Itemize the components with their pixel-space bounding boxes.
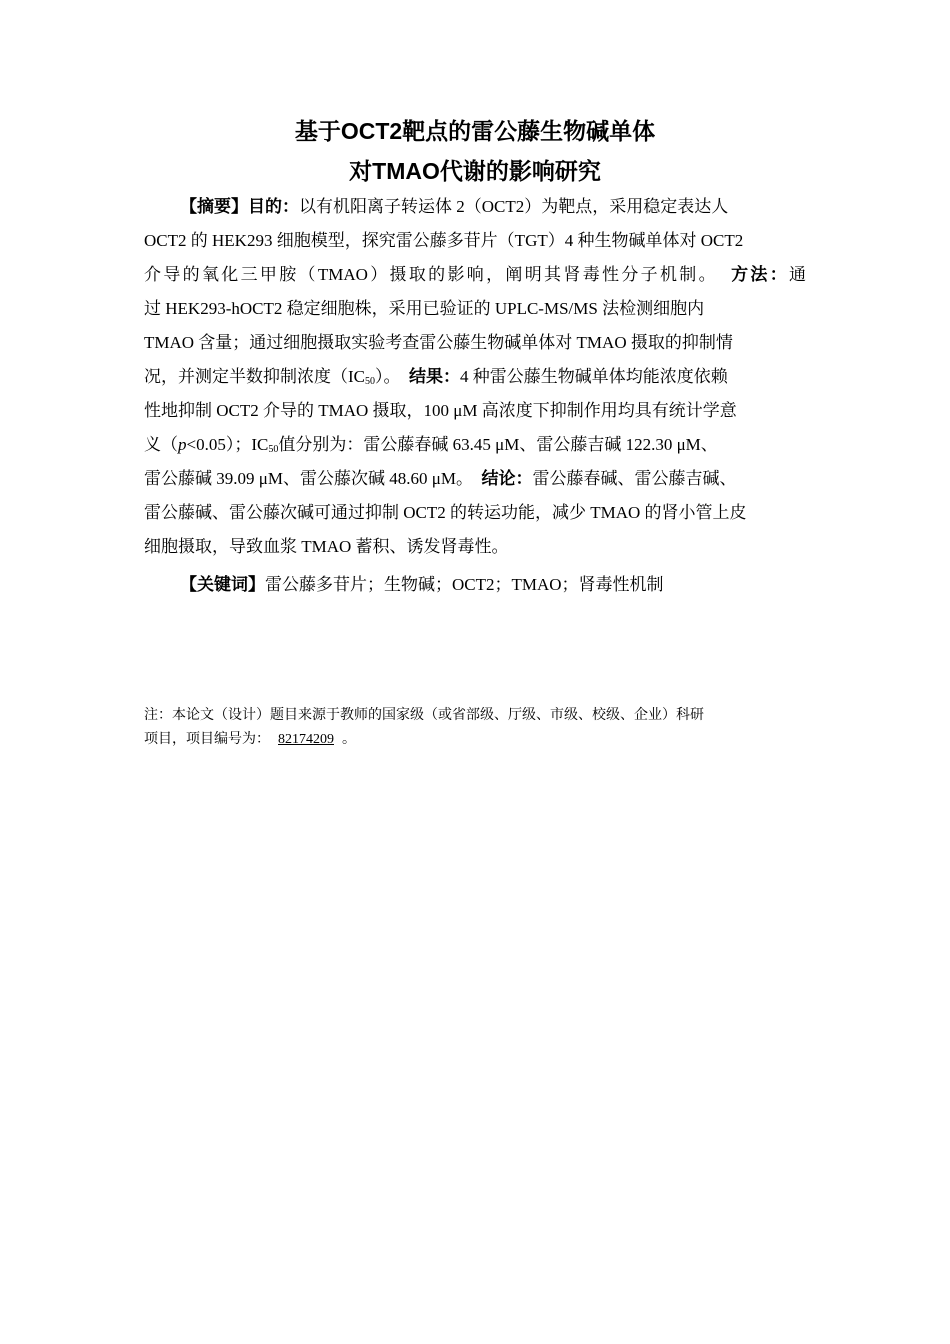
keywords-line (180, 568, 664, 602)
abstract-line: 细胞摄取，导致血浆 TMAO 蓄积、诱发肾毒性。 (144, 537, 509, 556)
abstract-text: <0.05）；IC (186, 435, 269, 454)
abstract-text: 况，并测定半数抑制浓度（IC (144, 367, 365, 386)
abstract-line (144, 462, 806, 496)
abstract-line: TMAO 含量；通过细胞摄取实验考查雷公藤生物碱单体对 TMAO 摄取的抑制情 (144, 333, 733, 352)
footnote (144, 704, 806, 752)
abstract-text: 雷公藤碱 39.09 μM、雷公藤次碱 48.60 μM。 (144, 469, 473, 488)
conclusion-label: 结论： (481, 469, 533, 488)
abstract-text: 义（ (144, 435, 178, 454)
abstract-line (144, 360, 806, 394)
paper-title-line-1: 基于OCT2靶点的雷公藤生物碱单体 (294, 118, 656, 144)
purpose-label: 目的： (248, 197, 299, 216)
abstract-text: 值分别为：雷公藤春碱 63.45 μM、雷公藤吉碱 122.30 μM、 (278, 435, 718, 454)
abstract-line: 性地抑制 OCT2 介导的 TMAO 摄取，100 μM 高浓度下抑制作用均具有统计学意 (144, 401, 737, 420)
project-number: 82174209 (278, 732, 334, 747)
abstract-text: 以有机阳离子转运体 2（OCT2）为靶点，采用稳定表达人 (299, 197, 729, 216)
method-label: 方法： (731, 265, 790, 284)
ic50-subscript: 50 (365, 376, 375, 387)
keywords-label: 【关键词】 (180, 575, 265, 594)
abstract-label: 【摘要】 (180, 197, 248, 216)
abstract-text: 雷公藤春碱、雷公藤吉碱、 (532, 469, 737, 488)
abstract-section (144, 190, 806, 564)
abstract-text: 4 种雷公藤生物碱单体均能浓度依赖 (460, 367, 728, 386)
abstract-line: 过 HEK293-hOCT2 稳定细胞株，采用已验证的 UPLC-MS/MS 法检测细胞内 (144, 299, 705, 318)
p-value-symbol: p (178, 435, 187, 454)
abstract-text: 通 (789, 265, 807, 284)
footnote-line: 注：本论文（设计）题目来源于教师的国家级（或省部级、厅级、市级、校级、企业）科研 (144, 708, 704, 723)
footnote-text: 项目，项目编号为： (144, 732, 270, 747)
abstract-line (144, 258, 806, 292)
ic50-subscript: 50 (268, 444, 279, 455)
abstract-line (144, 190, 806, 224)
paper-title-line-2: 对TMAO代谢的影响研究 (349, 158, 601, 184)
abstract-line: 雷公藤碱、雷公藤次碱可通过抑制 OCT2 的转运功能，减少 TMAO 的肾小管上皮 (144, 503, 747, 522)
abstract-line: OCT2 的 HEK293 细胞模型，探究雷公藤多苷片（TGT）4 种生物碱单体对 OCT2 (144, 231, 744, 250)
abstract-text: 介导的氧化三甲胺（TMAO）摄取的影响，阐明其肾毒性分子机制。 (144, 265, 718, 284)
abstract-line (144, 428, 806, 462)
footnote-text: 。 (342, 732, 356, 747)
footnote-line (144, 728, 806, 752)
result-label: 结果： (409, 367, 460, 386)
abstract-text: ）。 (375, 367, 401, 386)
keywords-text: 雷公藤多苷片；生物碱；OCT2；TMAO；肾毒性机制 (265, 575, 664, 594)
